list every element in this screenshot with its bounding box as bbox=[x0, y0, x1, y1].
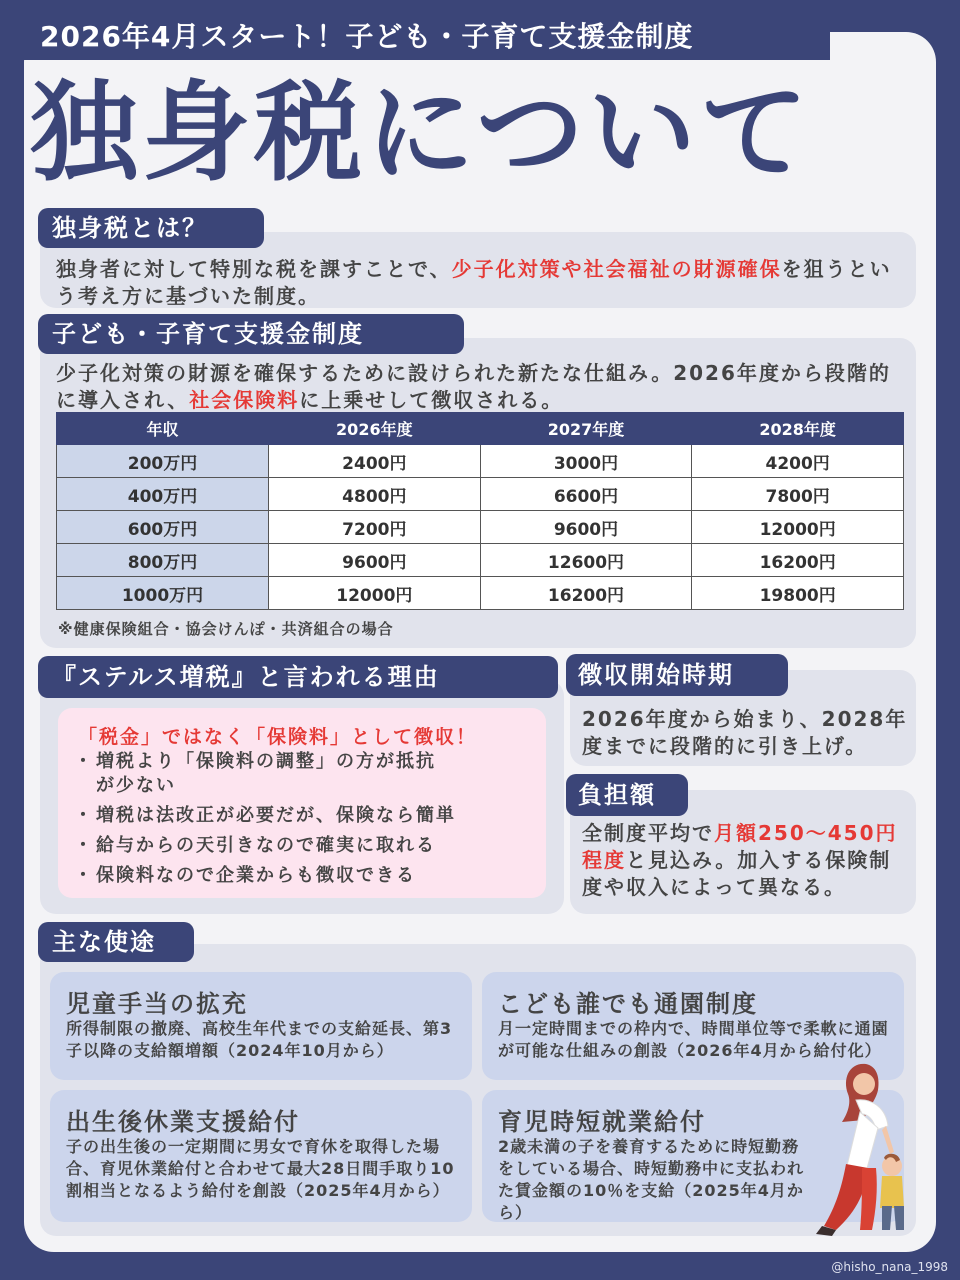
stealth-heading: 『ステルス増税』と言われる理由 bbox=[38, 656, 558, 698]
fee-cell: 7800円 bbox=[692, 478, 904, 511]
use-title: 児童手当の拡充 bbox=[66, 990, 248, 1018]
fee-cell: 7200円 bbox=[269, 511, 481, 544]
use-title: 育児時短就業給付 bbox=[498, 1108, 706, 1136]
fee-cell: 12600円 bbox=[480, 544, 692, 577]
use-desc: 子の出生後の一定期間に男女で育休を取得した場合、育児休業給付と合わせて最大28日間手取り10割相当となるよう給付を創設（2025年4月から） bbox=[66, 1137, 455, 1200]
income-cell: 800万円 bbox=[57, 544, 269, 577]
mother-child-illustration bbox=[806, 1060, 906, 1236]
author-credit: @hisho_nana_1998 bbox=[831, 1260, 948, 1274]
table-note: ※健康保険組合・協会けんぽ・共済組合の場合 bbox=[58, 620, 394, 638]
page-title: 独身税について bbox=[30, 71, 812, 196]
start-text: 2026年度から始まり、2028年度までに段階的に引き上げ。 bbox=[582, 707, 908, 758]
what-heading: 独身税とは？ bbox=[38, 208, 264, 248]
use-title: 出生後休業支援給付 bbox=[66, 1108, 300, 1136]
table-row bbox=[57, 577, 904, 610]
fee-cell: 6600円 bbox=[480, 478, 692, 511]
income-cell: 400万円 bbox=[57, 478, 269, 511]
burden-heading: 負担額 bbox=[566, 774, 688, 816]
support-text: 少子化対策の財源を確保するために設けられた新たな仕組み。2026年度から段階的に導入され、社会保険料に上乗せして徴収される。 bbox=[56, 361, 891, 412]
income-cell: 200万円 bbox=[57, 445, 269, 478]
fee-cell: 16200円 bbox=[480, 577, 692, 610]
table-row bbox=[57, 511, 904, 544]
stealth-pink-box bbox=[58, 708, 546, 898]
use-desc: 所得制限の撤廃、高校生年代までの支給延長、第3子以降の支給額増額（2024年10月から） bbox=[66, 1019, 453, 1060]
top-banner: 2026年4月スタート！子ども・子育て支援金制度 bbox=[24, 14, 830, 60]
fee-cell: 12000円 bbox=[692, 511, 904, 544]
fee-cell: 9600円 bbox=[269, 544, 481, 577]
fee-cell: 19800円 bbox=[692, 577, 904, 610]
table-row bbox=[57, 544, 904, 577]
list-item: ・ 増税は法改正が必要だが、保険なら簡単 bbox=[74, 804, 456, 828]
fee-cell: 4200円 bbox=[692, 445, 904, 478]
use-desc: 月一定時間までの枠内で、時間単位等で柔軟に通園が可能な仕組みの創設（2026年4月から給付化） bbox=[498, 1019, 889, 1060]
income-cell: 1000万円 bbox=[57, 577, 269, 610]
table-row bbox=[57, 478, 904, 511]
uses-heading: 主な使途 bbox=[38, 922, 194, 962]
income-cell: 600万円 bbox=[57, 511, 269, 544]
fee-cell: 16200円 bbox=[692, 544, 904, 577]
fee-cell: 12000円 bbox=[269, 577, 481, 610]
reason-list bbox=[74, 750, 456, 894]
fee-cell: 3000円 bbox=[480, 445, 692, 478]
start-heading: 徴収開始時期 bbox=[566, 654, 788, 696]
fee-cell: 2400円 bbox=[269, 445, 481, 478]
fee-cell: 4800円 bbox=[269, 478, 481, 511]
support-heading: 子ども・子育て支援金制度 bbox=[38, 314, 464, 354]
table-header: 年収 bbox=[57, 413, 269, 445]
fee-table bbox=[56, 412, 904, 610]
table-header: 2027年度 bbox=[480, 413, 692, 445]
use-card-child-allowance bbox=[50, 972, 472, 1080]
table-header: 2026年度 bbox=[269, 413, 481, 445]
table-row bbox=[57, 445, 904, 478]
what-text: 独身者に対して特別な税を課すことで、少子化対策や社会福祉の財源確保を狙うという考え方に基づいた制度。 bbox=[56, 257, 892, 308]
list-item: ・ 給与からの天引きなので確実に取れる bbox=[74, 834, 456, 858]
use-title: こども誰でも通園制度 bbox=[498, 990, 758, 1018]
burden-text: 全制度平均で月額250〜450円程度と見込み。加入する保険制度や収入によって異なる。 bbox=[582, 821, 898, 899]
table-header-row bbox=[57, 413, 904, 445]
use-desc: 2歳未満の子を養育するために時短勤務をしている場合、時短勤務中に支払われた賃金額の10％を支給（2025年4月から） bbox=[498, 1137, 805, 1222]
list-item: ・ 増税より「保険料の調整」の方が抵抗が少ない bbox=[74, 750, 454, 798]
use-card-postbirth-leave bbox=[50, 1090, 472, 1222]
fee-cell: 9600円 bbox=[480, 511, 692, 544]
list-item: ・ 保険料なので企業からも徴収できる bbox=[74, 864, 456, 888]
stealth-pink-heading: 「税金」ではなく「保険料」として徴収！ bbox=[78, 726, 478, 748]
table-header: 2028年度 bbox=[692, 413, 904, 445]
